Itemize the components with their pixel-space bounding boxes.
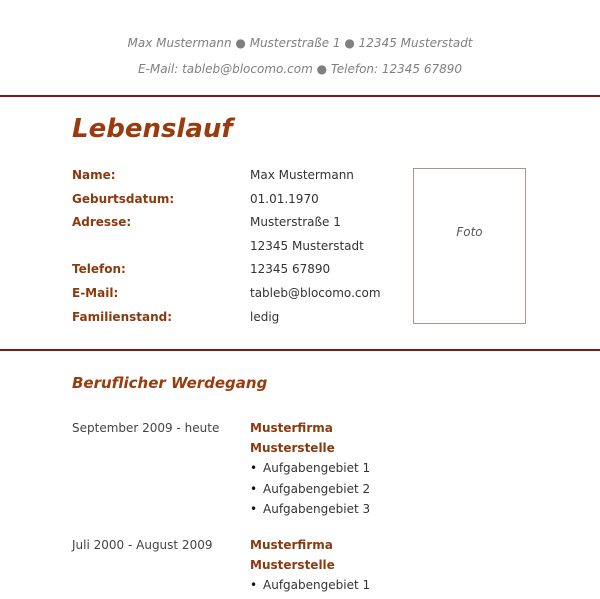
birthdate-label: Geburtsdatum: <box>72 192 175 206</box>
task-text: Aufgabengebiet 1 <box>263 578 371 592</box>
section-divider <box>0 349 600 351</box>
marital-status-value: ledig <box>250 310 280 324</box>
birthdate-value: 01.01.1970 <box>250 192 319 206</box>
career-entry-period: Juli 2000 - August 2009 <box>72 538 213 552</box>
photo-placeholder <box>413 168 526 324</box>
name-label: Name: <box>72 168 116 182</box>
header-contact-line: E-Mail: tableb@blocomo.com ● Telefon: 12345 67890 <box>137 62 463 76</box>
career-entry-position: Musterstelle <box>250 558 335 572</box>
letterhead <box>0 0 600 96</box>
name-value: Max Mustermann <box>250 168 354 182</box>
page-title: Lebenslauf <box>72 114 233 144</box>
address-street: Musterstraße 1 <box>250 215 341 229</box>
career-section-title: Beruflicher Werdegang <box>72 374 268 392</box>
career-entry-period: September 2009 - heute <box>72 421 220 435</box>
career-entry-position: Musterstelle <box>250 441 335 455</box>
bullet-icon: • <box>250 461 258 475</box>
career-entry-task <box>250 482 370 496</box>
address-city: 12345 Musterstadt <box>250 239 364 253</box>
career-entry-task <box>250 461 370 475</box>
bullet-icon: • <box>250 578 258 592</box>
address-label: Adresse: <box>72 215 132 229</box>
task-text: Aufgabengebiet 1 <box>263 461 371 475</box>
career-entry-task <box>250 502 370 516</box>
bullet-icon: • <box>250 482 258 496</box>
email-value: tableb@blocomo.com <box>250 286 381 300</box>
header-address-line: Max Mustermann ● Musterstraße 1 ● 12345 Musterstadt <box>127 36 473 50</box>
career-entry-company: Musterfirma <box>250 538 333 552</box>
email-label: E-Mail: <box>72 286 119 300</box>
bullet-icon: • <box>250 502 258 516</box>
header-divider <box>0 95 600 97</box>
task-text: Aufgabengebiet 3 <box>263 502 371 516</box>
phone-value: 12345 67890 <box>250 262 331 276</box>
career-entry-task <box>250 578 370 592</box>
phone-label: Telefon: <box>72 262 126 276</box>
career-entry-company: Musterfirma <box>250 421 333 435</box>
marital-status-label: Familienstand: <box>72 310 173 324</box>
photo-label: Foto <box>456 225 483 239</box>
task-text: Aufgabengebiet 2 <box>263 482 371 496</box>
